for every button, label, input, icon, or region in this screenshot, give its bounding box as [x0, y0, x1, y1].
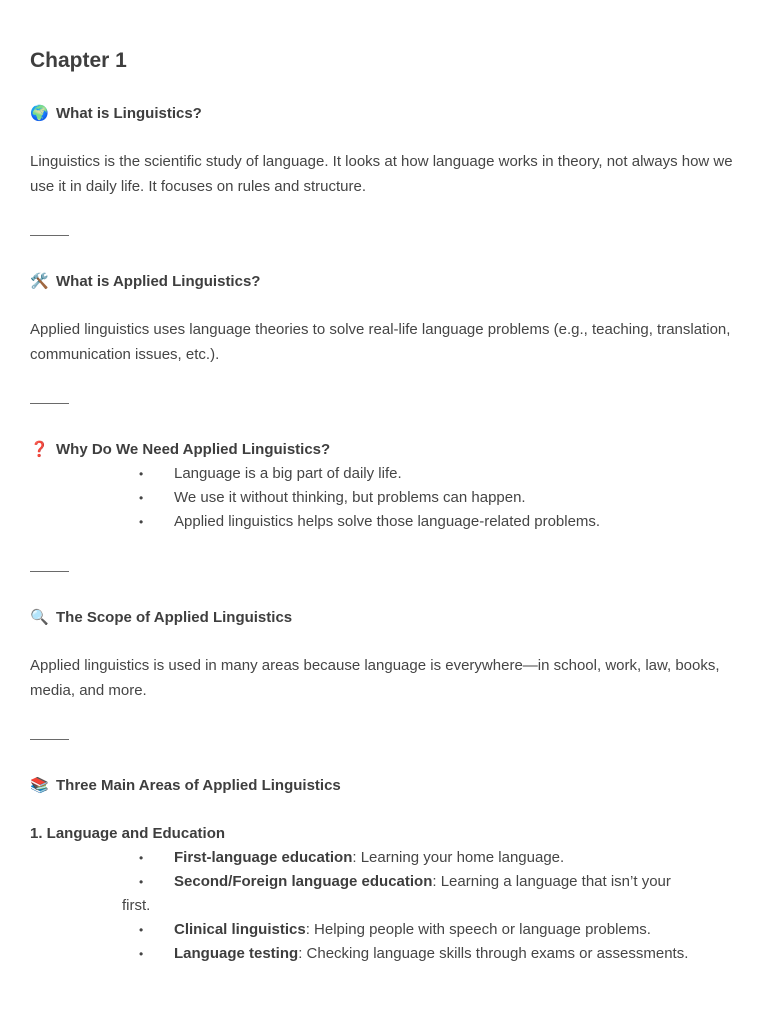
list-item: [30, 510, 740, 534]
list-item: [30, 918, 740, 942]
globe-icon: 🌍: [30, 105, 49, 122]
list-item: [30, 870, 740, 918]
list-item-term: Language testing: [174, 945, 299, 962]
question-mark-icon: ❓: [30, 441, 49, 458]
tools-icon: 🛠️: [30, 273, 49, 290]
areas-bullet-list: [30, 846, 740, 966]
bullet-dot: •: [139, 467, 144, 481]
list-item-text: Applied linguistics helps solve those language-related problems.: [174, 513, 601, 530]
section-title: What is Applied Linguistics?: [56, 273, 261, 290]
subheading-language-and-education: 1. Language and Education: [30, 825, 226, 842]
section-divider: [30, 403, 69, 404]
bullet-dot: •: [139, 515, 144, 529]
bullet-dot: •: [139, 851, 144, 865]
section-title: Why Do We Need Applied Linguistics?: [56, 441, 331, 458]
list-item: [30, 462, 740, 486]
section-title: Three Main Areas of Applied Linguistics: [56, 777, 341, 794]
section-body-scope: Applied linguistics is used in many areas because language is everywhere—in school, work, law, books, media, and more.: [30, 657, 720, 699]
section-body-what-is-linguistics: Linguistics is the scientific study of language. It looks at how language works in theory, not always how we use it in daily life. It focuses on rules and structure.: [30, 153, 733, 195]
list-item: [30, 486, 740, 510]
list-item-term: Clinical linguistics: [174, 921, 306, 938]
chapter-title: Chapter 1: [30, 49, 127, 72]
list-item-text: : Checking language skills through exams or assessments.: [298, 945, 689, 962]
bullet-dot: •: [139, 491, 144, 505]
section-heading-applied-linguistics: [30, 270, 260, 294]
section-divider: [30, 235, 69, 236]
section-heading-what-is-linguistics: [30, 102, 202, 126]
section-title: The Scope of Applied Linguistics: [56, 609, 293, 626]
bullet-dot: •: [139, 947, 144, 961]
list-item-text-continued: first.: [122, 897, 151, 914]
list-item-text: We use it without thinking, but problems can happen.: [174, 489, 526, 506]
section-divider: [30, 571, 69, 572]
why-bullet-list: [30, 462, 740, 534]
list-item-text: : Learning your home language.: [352, 849, 565, 866]
bullet-dot: •: [139, 923, 144, 937]
section-body-applied-linguistics: Applied linguistics uses language theories to solve real-life language problems (e.g., teaching, translation, communication issues, etc.).: [30, 321, 731, 363]
list-item-term: First-language education: [174, 849, 353, 866]
section-divider: [30, 739, 69, 740]
books-icon: 📚: [30, 777, 49, 794]
list-item-term: Second/Foreign language education: [174, 873, 433, 890]
list-item-text: : Helping people with speech or language problems.: [305, 921, 651, 938]
section-heading-why-applied-linguistics: [30, 438, 330, 462]
list-item-text: : Learning a language that isn’t your: [432, 873, 671, 890]
list-item: [30, 846, 740, 870]
list-item-text: Language is a big part of daily life.: [174, 465, 402, 482]
bullet-dot: •: [139, 875, 144, 889]
section-heading-scope: [30, 606, 292, 630]
magnifier-icon: 🔍: [30, 609, 49, 626]
section-heading-three-main-areas: [30, 774, 341, 798]
section-title: What is Linguistics?: [56, 105, 202, 122]
list-item: [30, 942, 740, 966]
